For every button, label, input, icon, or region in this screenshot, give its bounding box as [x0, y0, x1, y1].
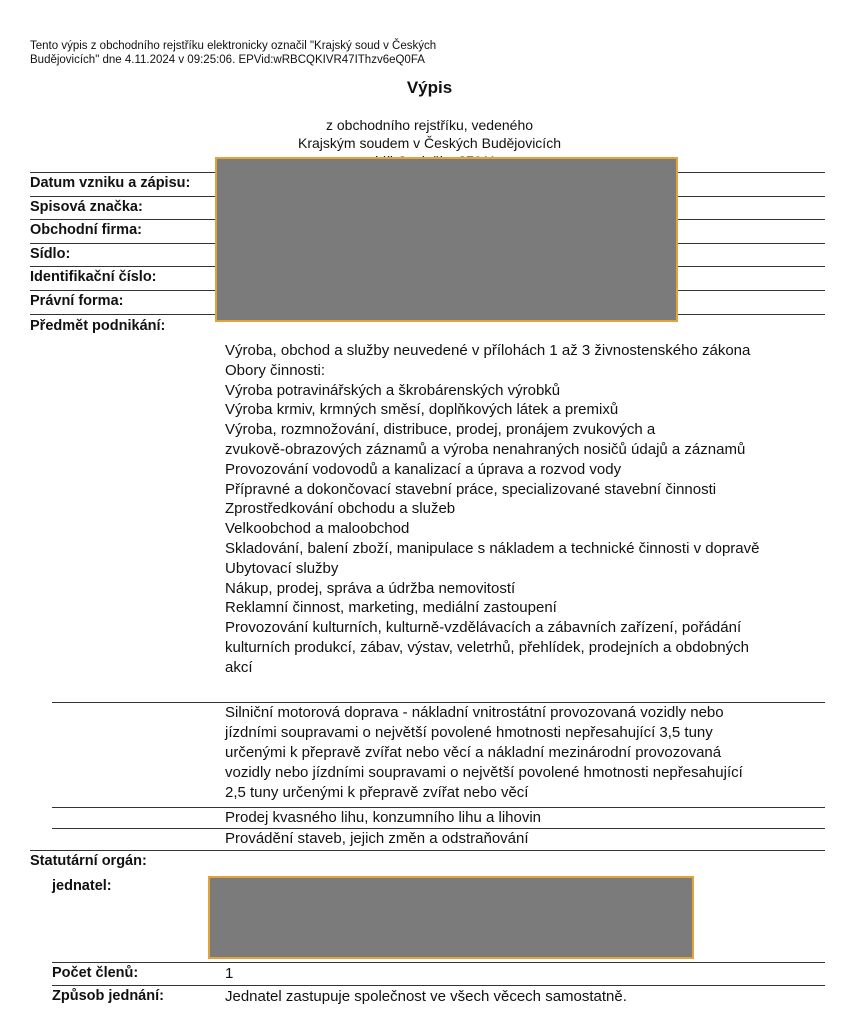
sidlo-label: Sídlo:	[30, 246, 71, 262]
predmet-podnikani-label: Předmět podnikání:	[30, 318, 166, 334]
divider	[30, 850, 825, 851]
pocet-clenu-value: 1	[225, 965, 234, 982]
document-title: Výpis	[406, 78, 453, 97]
obchodni-firma-label: Obchodní firma:	[30, 222, 142, 238]
zpusob-jednani-value: Jednatel zastupuje společnost ve všech věcech samostatně.	[225, 988, 627, 1005]
list-item: Ubytovací služby	[225, 559, 339, 577]
spisova-znacka-label: Spisová značka:	[30, 199, 143, 215]
list-item: Nákup, prodej, správa a údržba nemovitostí	[225, 579, 516, 597]
list-item: kulturních produkcí, zábav, výstav, veletrhů, přehlídek, prodejních a obdobných	[225, 638, 749, 656]
list-item: 2,5 tuny určenými k přepravě zvířat nebo věcí	[225, 784, 529, 801]
redaction-block	[215, 157, 678, 322]
statutarni-organ-label: Statutární orgán:	[30, 853, 147, 869]
predmet-list	[225, 341, 825, 678]
list-item: akcí	[225, 658, 253, 676]
list-item: určenými k přepravě zvířat nebo věcí a nákladní mezinárodní provozovaná	[225, 744, 722, 761]
list-item: jízdními soupravami o největší povolené hmotnosti nepřesahující 3,5 tuny	[225, 724, 713, 741]
note-line-2: Budějovicích" dne 4.11.2024 v 09:25:06. EPVid:wRBCQKIVR47IThzv6eQ0FA	[30, 54, 425, 66]
doprava-block	[225, 703, 825, 803]
pravni-forma-label: Právní forma:	[30, 293, 124, 309]
divider	[52, 962, 825, 963]
list-item: Výroba potravinářských a škrobárenských výrobků	[225, 381, 561, 399]
divider	[52, 985, 825, 986]
electronic-signature-note	[30, 39, 550, 67]
list-item: Výroba, rozmnožování, distribuce, prodej, pronájem zvukových a	[225, 421, 656, 439]
list-item: Velkoobchod a maloobchod	[225, 520, 410, 538]
list-item: Výroba krmiv, krmných směsí, doplňkových látek a premixů	[225, 401, 619, 419]
note-line-1: Tento výpis z obchodního rejstříku elektronicky označil "Krajský soud v Českých	[30, 40, 437, 52]
list-item: Provozování vodovodů a kanalizací a úprava a rozvod vody	[225, 460, 622, 478]
list-item: Zprostředkování obchodu a služeb	[225, 500, 456, 518]
redaction-block	[208, 876, 694, 959]
pocet-clenu-label: Počet členů:	[52, 965, 139, 981]
subtitle-line-2: Krajským soudem v Českých Budějovicích	[298, 135, 561, 151]
list-item: Reklamní činnost, marketing, mediální zastoupení	[225, 599, 557, 617]
list-item: vozidly nebo jízdními soupravami o největší povolené hmotnosti nepřesahující	[225, 764, 743, 781]
list-item: zvukově-obrazových záznamů a výroba nenahraných nosičů údajů a záznamů	[225, 440, 746, 458]
datum-vzniku-label: Datum vzniku a zápisu:	[30, 175, 191, 191]
jednatel-label: jednatel:	[52, 878, 112, 894]
list-item: Přípravné a dokončovací stavební práce, specializované stavební činnosti	[225, 480, 717, 498]
stavby-item: Provádění staveb, jejich změn a odstraňování	[225, 830, 529, 847]
list-item: Silniční motorová doprava - nákladní vnitrostátní provozovaná vozidly nebo	[225, 704, 724, 721]
subtitle-line-1: z obchodního rejstříku, vedeného	[325, 117, 534, 133]
list-item: Obory činnosti:	[225, 361, 326, 379]
list-item: Výroba, obchod a služby neuvedené v přílohách 1 až 3 živnostenského zákona	[225, 342, 751, 359]
identifikacni-cislo-label: Identifikační číslo:	[30, 269, 157, 285]
list-item: Provozování kulturních, kulturně-vzdělávacích a zábavních zařízení, pořádání	[225, 619, 742, 637]
lih-item: Prodej kvasného lihu, konzumního lihu a lihovin	[225, 809, 542, 826]
list-item: Skladování, balení zboží, manipulace s nákladem a technické činnosti v dopravě	[225, 539, 760, 557]
zpusob-jednani-label: Způsob jednání:	[52, 988, 164, 1004]
